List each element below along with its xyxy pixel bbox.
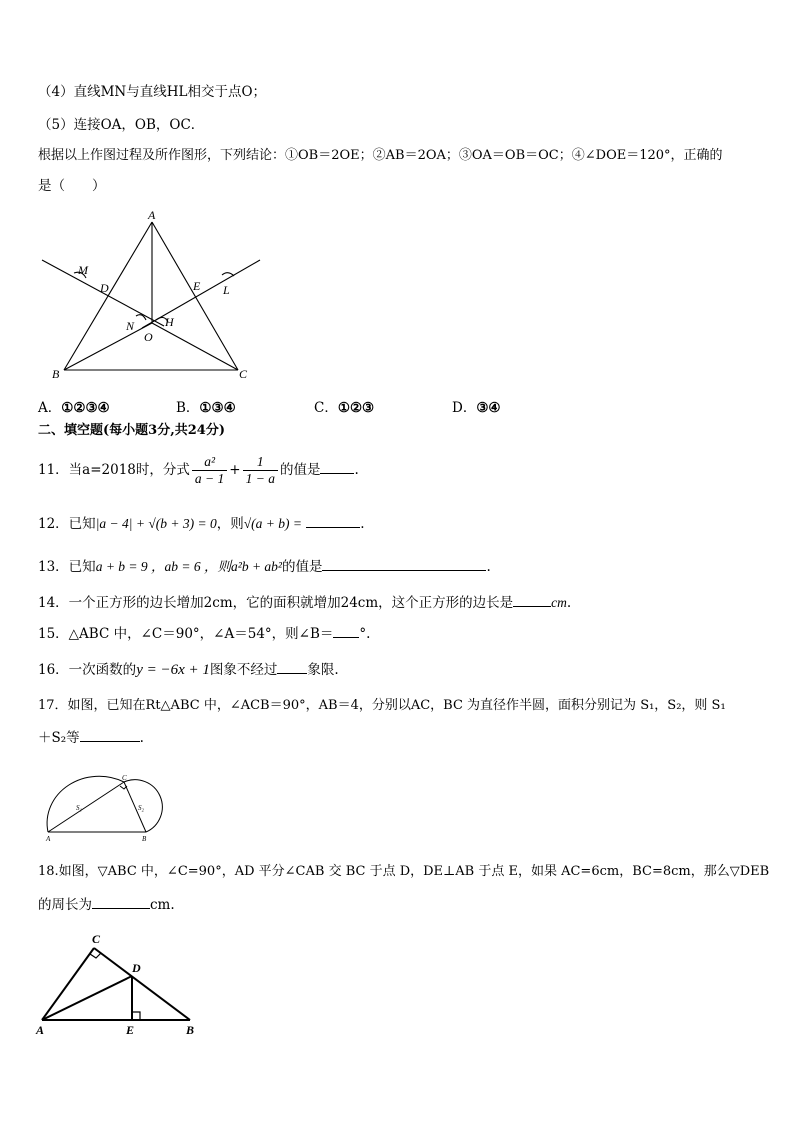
q10-figure (38, 208, 298, 383)
option-b[interactable]: B．①③④ (176, 400, 236, 416)
q13-answer-blank[interactable] (322, 557, 486, 571)
segment-ob (64, 323, 152, 370)
label-c: C (239, 367, 248, 381)
q13: 13．已知a + b = 9 ，ab = 6 ，则a²b + ab²的值是 . (38, 559, 491, 575)
q12-answer-blank[interactable] (306, 514, 360, 528)
q18-line1: 18.如图，▽ABC 中，∠C=90°，AD 平分∠CAB 交 BC 于点 D，DE⊥AB 于点 E，如果 AC=6cm，BC=8cm，那么▽DEB (38, 864, 770, 879)
label-a: A (148, 208, 156, 222)
label-b: B (52, 367, 60, 381)
label-s2: S₂ (138, 804, 144, 812)
option-d[interactable]: D．③④ (452, 400, 501, 416)
label-n: N (126, 319, 135, 333)
q12: 12．已知|a − 4| + √(b + 3) = 0，则√(a + b) = . (38, 516, 365, 532)
q14-answer-blank[interactable] (513, 593, 551, 607)
q16-answer-blank[interactable] (277, 660, 307, 674)
label-s1: S₁ (76, 804, 82, 812)
q15-answer-blank[interactable] (333, 624, 359, 638)
label-a: A (46, 835, 51, 842)
label-l: L (223, 283, 230, 297)
q17-line1: 17．如图，已知在Rt△ABC 中，∠ACB＝90°，AB＝4，分别以AC，BC 为直径作半圆，面积分别记为 S₁，S₂，则 S₁ (38, 698, 726, 713)
q10-step4: （4）直线MN与直线HL相交于点O； (38, 84, 267, 100)
label-o: O (144, 330, 153, 344)
q18-figure (34, 928, 204, 1038)
label-c: C (122, 774, 127, 782)
label-c: C (92, 932, 101, 946)
right-angle-mark (120, 786, 127, 789)
q16: 16．一次函数的y = −6x + 1图象不经过 象限. (38, 662, 339, 678)
q11-fraction-1: $\frac{\text{a²}}{a - 1}$ (192, 454, 227, 487)
q15: 15．△ABC 中，∠C＝90°，∠A＝54°，则∠B＝ °. (38, 626, 371, 642)
q10-stem-line1: 根据以上作图过程及所作图形，下列结论：①OB＝2OE；②AB＝2OA；③OA＝OB＝OC；④∠DOE＝120°，正确的 (38, 148, 723, 163)
right-angle-e (132, 1012, 140, 1020)
label-d: D (132, 961, 141, 975)
segment-oc (152, 323, 238, 370)
option-c[interactable]: C．①②③ (314, 400, 375, 416)
label-d: D (100, 281, 109, 295)
label-b: B (142, 835, 147, 842)
label-b: B (186, 1023, 195, 1037)
q11: 11．当a=2018时，分式 $\frac{\text{a²}}{a - 1}$ + $\frac{1}{1 - a}$ 的值是 . (38, 454, 359, 486)
segment-ad (42, 976, 132, 1020)
side-cb (94, 948, 190, 1020)
q18-answer-blank[interactable] (92, 895, 150, 909)
side-ac (48, 782, 124, 832)
label-e: E (193, 279, 201, 293)
q11-fraction-2: $\frac{1}{1 - a}$ (243, 454, 278, 487)
label-a: A (36, 1023, 45, 1037)
q17-line2: ＋S₂等 . (38, 730, 144, 746)
side-ac (42, 948, 94, 1020)
q14: 14．一个正方形的边长增加2cm，它的面积就增加24cm，这个正方形的边长是 cm. (38, 595, 572, 611)
q10-stem-line2: 是（ ） (38, 178, 106, 194)
q10-step5: （5）连接OA，OB，OC． (38, 117, 205, 133)
option-a[interactable]: A．①②③④ (38, 400, 110, 416)
label-m: M (78, 263, 88, 277)
q17-figure (40, 752, 170, 842)
section-2-title: 二、填空题(每小题3分,共24分) (38, 423, 225, 438)
semicircle-ac (47, 776, 124, 832)
label-h: H (165, 315, 174, 329)
q18-line2: 的周长为 cm. (38, 897, 175, 913)
q11-answer-blank[interactable] (320, 460, 354, 474)
label-e: E (126, 1023, 135, 1037)
right-angle-c (90, 953, 101, 958)
q17-answer-blank[interactable] (80, 728, 140, 742)
